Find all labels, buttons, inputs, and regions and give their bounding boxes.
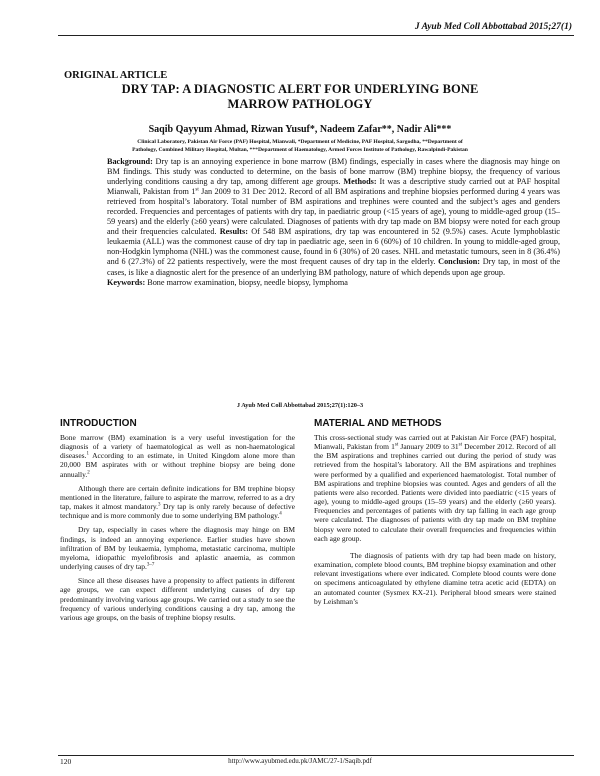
intro-paragraph-3 — [60, 525, 295, 571]
citation-ref: 3–7 — [146, 562, 155, 568]
affiliation-line-2: Pathology, Combined Military Hospital, Multan, ***Department of Haematology, Armed Forces Institute of Pathology, Rawalpindi-Pakistan — [132, 147, 468, 153]
methods-paragraph-1 — [314, 433, 556, 543]
methods-p1-text: This cross-sectional study was carried out at Pakistan Air Force (PAF) hospital, Mianwali, Pakistan from 1 — [314, 433, 556, 452]
intro-paragraph-4: Since all these diseases have a propensity to affect patients in different age groups, we can expect different underlying causes of dry tap predominantly involving various age groups. We carried out a study to see the frequency of various underlying conditions causing a dry tap, among the various age groups, on the basis of trephine biopsy results. — [60, 576, 295, 622]
abstract-methods-text-cont: Jan 2009 to 31 Dec 2012. Record of all BM aspirations and trephine biopsies performed during 4 years was retrieved from hospital’s laboratory. Total number of BM aspirations and trephines were counted and the subject’s ages and genders recorded. Frequencies and percentages of patients with dry tap, in paediatric group (<15 years of age), young to middle-aged group (15–59 years) and the elderly (≥60 years) were calculated. Diagnoses of patients with dry tap made on BM biopsy were noted for each group and their frequencies calculated. — [107, 187, 560, 237]
title-line-2: MARROW PATHOLOGY — [227, 97, 373, 111]
title-line-1: DRY TAP: A DIAGNOSTIC ALERT FOR UNDERLYING BONE — [121, 82, 479, 96]
intro-p1-text-cont: According to an estimate, in United Kingdom alone more than 20,000 BM aspirates with or without trephine biopsy are being done annually. — [60, 451, 295, 479]
citation-ref: 3 — [158, 502, 161, 508]
author-list: Saqib Qayyum Ahmad, Rizwan Yusuf*, Nadeem Zafar**, Nadir Ali*** — [148, 124, 452, 135]
intro-paragraph-2 — [60, 484, 295, 521]
introduction-heading: INTRODUCTION — [60, 418, 137, 429]
methods-p1-text-cont: January 2009 to 31 — [398, 442, 459, 452]
article-type: ORIGINAL ARTICLE — [64, 70, 168, 81]
abstract-results-label: Results: — [219, 227, 248, 237]
introduction-body — [60, 433, 295, 623]
abstract-results-text: Of 548 BM aspirations, dry tap was encountered in 52 (9.5%) cases. Acute lymphoblastic leukaemia (ALL) was the commonest cause of dry tap in paediatric age, seen in 6 (60%) of 10 children. In young to middle-aged group, non-Hodgkin lymphoma (NHL) was the commonest cause, found in 6 (30%) of 20 cases. NHL and metastatic tumours, seen in 8 (36.4%) and 6 (27.3%) of 22 patients respectively, were the most frequent causes of dry tap in the elderly. — [107, 227, 560, 267]
methods-heading: MATERIAL AND METHODS — [314, 418, 442, 429]
header-rule — [58, 35, 574, 36]
abstract-keywords-text: Bone marrow examination, biopsy, needle biopsy, lymphoma — [145, 277, 348, 287]
intro-p2-text-cont: Dry tap is only rarely because of defective technique and is more commonly due to some underlying BM pathology. — [60, 502, 295, 521]
methods-body — [314, 433, 556, 607]
abstract-keywords-label: Keywords: — [107, 277, 146, 287]
methods-p1-text-end: December 2012. Record of all the BM aspirations and trephines carried out during the period of study was retrieved from the hospital’s laboratory. All the BM aspirations and trephines were performed by a qualified and experienced haematologist. Total number of BM aspirations and trephine biopsies was counted. Ages and genders of all the patients were also recorded. Patients were divided into paediatric (<15 years of age), young to middle-aged groups (15–59 years) and the elderly (≥60 years). Frequencies and percentages of patients with dry tap falling in each age group were calculated. The diagnoses of patients with dry tap made on BM trephine biopsy were noted to calculate their overall frequencies and frequencies within each age group. — [314, 442, 556, 543]
abstract — [107, 157, 560, 288]
footer-url: http://www.ayubmed.edu.pk/JAMC/27-1/Saqib.pdf — [228, 757, 372, 765]
intro-paragraph-1 — [60, 433, 295, 479]
abstract-methods-text: It was a descriptive study carried out at PAF hospital Mianwali, Pakistan from 1 — [107, 177, 561, 197]
journal-header: J Ayub Med Coll Abbottabad 2015;27(1) — [414, 22, 572, 32]
abstract-background-label: Background: — [107, 157, 153, 166]
affiliation-line-1: Clinical Laboratory, Pakistan Air Force (PAF) Hospital, Mianwali, *Department of Medicine, PAF Hospital, Sargodha, **Department of — [137, 139, 463, 145]
citation-ref: 1 — [86, 451, 89, 457]
footer-rule — [58, 755, 574, 756]
methods-paragraph-2: The diagnosis of patients with dry tap had been made on history, examination, complete blood counts, BM trephine biopsy examination and other relevant investigations where ever indicated. Complete blood counts were done on specimens anticoagulated by ethylene diamine tetra acetic acid (EDTA) on an automated counter (Sysmex KX-21). Peripheral blood smears were stained by Leishman’s — [314, 550, 556, 606]
intro-p2-text: Although there are certain definite indications for BM trephine biopsy mentioned in the literature, failure to aspirate the marrow, referred to as a dry tap, makes it almost mandatory. — [60, 483, 295, 512]
citation-line: J Ayub Med Coll Abbottabad 2015;27(1):120–3 — [236, 402, 364, 409]
intro-p3-text: Dry tap, especially in cases where the diagnosis may hinge on BM findings, is indeed an annoying experience. Earlier studies have shown infiltration of BM by leukaemia, lymphoma, metastatic carcinoma, multiple myeloma, idiopathic myelofibrosis and aplastic anaemia, as common underlying causes of dry tap. — [60, 525, 295, 572]
citation-ref: 2 — [87, 470, 90, 476]
intro-p1-text: Bone marrow (BM) examination is a very useful investigation for the diagnosis of a variety of haematological as well as non-haematological diseases. — [60, 433, 295, 461]
ordinal-suffix: st — [458, 442, 462, 448]
abstract-conclusion-label: Conclusion: — [438, 257, 481, 267]
citation-ref: 4 — [279, 511, 282, 517]
abstract-methods-label: Methods: — [343, 177, 377, 187]
page-number: 120 — [60, 757, 72, 766]
abstract-background-text: Dry tap is an annoying experience in bone marrow (BM) findings, especially in cases where the diagnosis may hinge on BM findings. This study was conducted to determine, on the basis of bone marrow (BM) trephine biopsy, the frequency of various underlying conditions causing a dry tap, among different age groups. — [107, 157, 560, 187]
ordinal-suffix: st — [394, 442, 399, 448]
abstract-conclusion-text: Dry tap, in most of the cases, is like a diagnostic alert for the presence of an underlying BM pathology, nature of which depends upon age group. — [107, 257, 560, 277]
abstract-methods-ordinal: st — [195, 187, 199, 193]
